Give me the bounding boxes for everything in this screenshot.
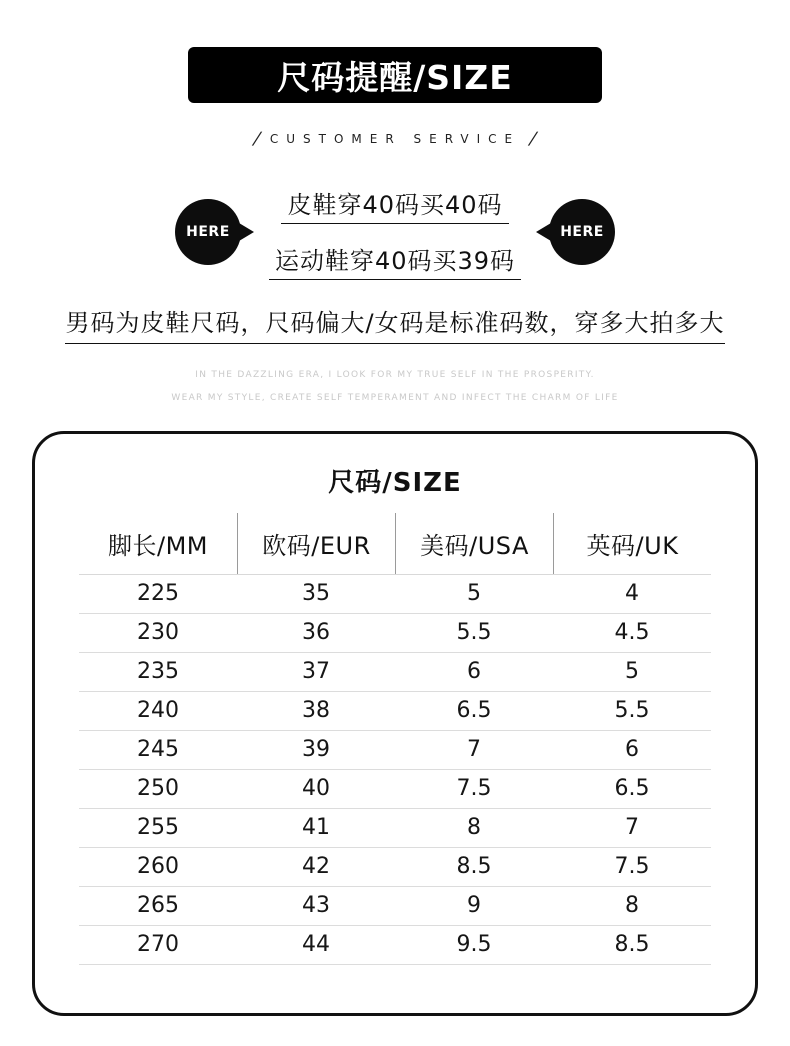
table-cell: 40 <box>302 776 330 802</box>
table-row <box>79 692 711 731</box>
sizing-notice-wrap <box>0 303 790 344</box>
table-row <box>79 653 711 692</box>
here-badge-right: HERE <box>549 199 615 265</box>
table-row <box>79 887 711 926</box>
table-cell: 250 <box>137 776 179 802</box>
table-cell: 41 <box>302 815 330 841</box>
slogan-block <box>0 364 790 411</box>
table-cell: 8.5 <box>456 854 492 880</box>
slogan-line-2: WEAR MY STYLE, CREATE SELF TEMPERAMENT AND INFECT THE CHARM OF LIFE <box>171 393 619 404</box>
table-cell: 8.5 <box>614 932 650 958</box>
table-cell: 230 <box>137 620 179 646</box>
table-cell: 7 <box>467 737 481 763</box>
table-cell: 5.5 <box>456 620 492 646</box>
table-cell: 42 <box>302 854 330 880</box>
table-cell: 43 <box>302 893 330 919</box>
table-row <box>79 770 711 809</box>
table-cell: 8 <box>625 893 639 919</box>
table-cell: 7.5 <box>456 776 492 802</box>
table-cell: 270 <box>137 932 179 958</box>
slash-left: / <box>252 129 262 149</box>
table-row <box>79 848 711 887</box>
table-cell: 235 <box>137 659 179 685</box>
table-cell: 4 <box>625 581 639 607</box>
customer-service-line <box>0 129 790 149</box>
table-cell: 7 <box>625 815 639 841</box>
customer-service-text: CUSTOMER SERVICE <box>269 132 521 146</box>
table-row <box>79 731 711 770</box>
table-cell: 35 <box>302 581 330 607</box>
banner-title: 尺码提醒/SIZE <box>277 57 513 97</box>
table-row <box>79 614 711 653</box>
tip-line-sport-shoes: 运动鞋穿40码买39码 <box>269 241 521 280</box>
table-cell: 5 <box>625 659 639 685</box>
tip-line-leather-shoes: 皮鞋穿40码买40码 <box>281 185 508 224</box>
table-cell: 6.5 <box>614 776 650 802</box>
table-cell: 225 <box>137 581 179 607</box>
here-badge-left: HERE <box>175 199 241 265</box>
table-cell: 6.5 <box>456 698 492 724</box>
table-cell: 5 <box>467 581 481 607</box>
table-cell: 245 <box>137 737 179 763</box>
table-cell: 36 <box>302 620 330 646</box>
size-table-body <box>79 575 711 965</box>
table-cell: 9.5 <box>456 932 492 958</box>
table-row <box>79 575 711 614</box>
table-row <box>79 809 711 848</box>
table-cell: 8 <box>467 815 481 841</box>
slash-right: / <box>528 129 538 149</box>
table-cell: 44 <box>302 932 330 958</box>
size-chart-box <box>32 431 758 1016</box>
table-row <box>79 926 711 965</box>
table-cell: 255 <box>137 815 179 841</box>
table-cell: 4.5 <box>614 620 650 646</box>
table-cell: 7.5 <box>614 854 650 880</box>
tip-lines <box>269 185 521 280</box>
table-cell: 260 <box>137 854 179 880</box>
table-cell: 6 <box>625 737 639 763</box>
size-chart-title: 尺码/SIZE <box>328 467 462 498</box>
table-cell: 240 <box>137 698 179 724</box>
size-reminder-banner <box>188 47 602 103</box>
slogan-line-1: IN THE DAZZLING ERA, I LOOK FOR MY TRUE SELF IN THE PROSPERITY. <box>195 370 595 380</box>
column-header-uk: 英码/UK <box>553 513 711 574</box>
column-header-foot-length: 脚长/MM <box>108 531 208 560</box>
table-cell: 38 <box>302 698 330 724</box>
size-table-header <box>79 513 711 575</box>
table-cell: 6 <box>467 659 481 685</box>
table-cell: 9 <box>467 893 481 919</box>
table-cell: 5.5 <box>614 698 650 724</box>
table-cell: 39 <box>302 737 330 763</box>
table-cell: 265 <box>137 893 179 919</box>
size-tips-row <box>0 187 790 277</box>
table-cell: 37 <box>302 659 330 685</box>
sizing-notice: 男码为皮鞋尺码，尺码偏大/女码是标准码数，穿多大拍多大 <box>65 303 724 344</box>
column-header-eur: 欧码/EUR <box>237 513 395 574</box>
column-header-usa: 美码/USA <box>395 513 553 574</box>
